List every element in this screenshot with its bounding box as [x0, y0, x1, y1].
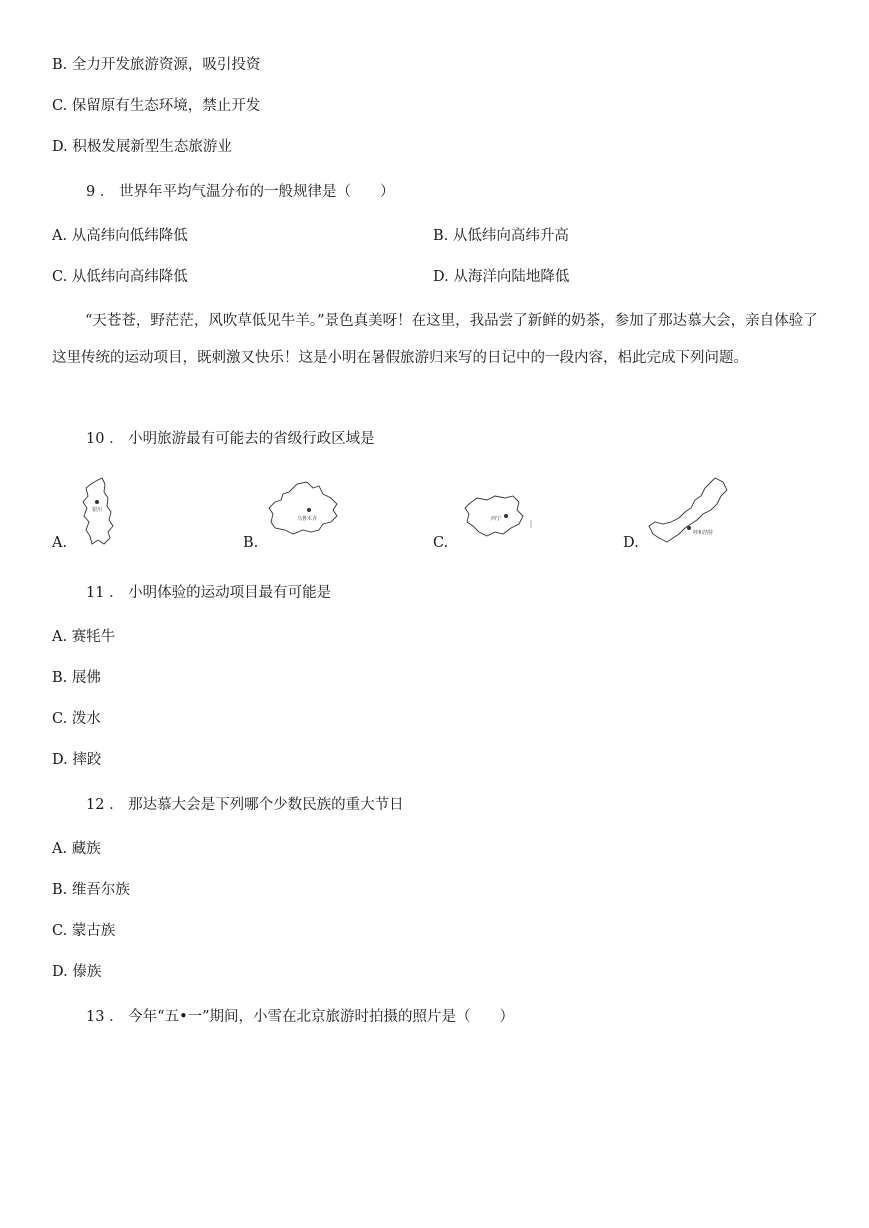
- map-city-label: 呼和浩特: [693, 530, 714, 536]
- question-text: 今年“五•一”期间，小雪在北京旅游时拍摄的照片是（ ）: [128, 1009, 515, 1025]
- option-text: 积极发展新型生态旅游业: [72, 139, 232, 155]
- option-letter: B.: [52, 882, 68, 898]
- option-text: 从低纬向高纬升高: [452, 228, 569, 244]
- option-text: 赛牦牛: [71, 629, 116, 645]
- option-letter: A.: [52, 841, 68, 857]
- option-letter: D.: [52, 964, 68, 980]
- option-letter: A.: [52, 228, 68, 244]
- q10-option-a[interactable]: [52, 476, 172, 556]
- question-number-dot: ．: [109, 1009, 124, 1025]
- q11-option-a[interactable]: [52, 627, 115, 647]
- map-city-label: 西宁: [491, 516, 502, 522]
- option-text: 从低纬向高纬降低: [71, 269, 188, 285]
- question-number-dot: ．: [99, 184, 115, 200]
- question-number-dot: ．: [109, 585, 124, 601]
- q8-option-c[interactable]: [52, 96, 260, 116]
- question-number-dot: ．: [109, 431, 124, 447]
- q11-stem: [86, 583, 331, 603]
- ningxia-map-icon: [78, 476, 118, 548]
- option-letter: D.: [52, 752, 68, 768]
- option-letter: C.: [52, 98, 68, 114]
- inner-mongolia-map-icon: [645, 476, 745, 548]
- q10-option-c[interactable]: [433, 490, 553, 560]
- option-text: 泼水: [71, 711, 101, 727]
- option-letter: B.: [52, 670, 68, 686]
- q12-option-a[interactable]: [52, 839, 101, 859]
- option-letter: A.: [52, 535, 68, 551]
- q10-option-d[interactable]: [623, 476, 753, 556]
- option-text: 展佛: [71, 670, 101, 686]
- option-letter: B.: [52, 57, 68, 73]
- option-letter: A.: [52, 629, 68, 645]
- question-number: 12: [86, 797, 105, 813]
- question-number-dot: ．: [109, 797, 124, 813]
- option-text: 傣族: [72, 964, 102, 980]
- question-text: 小明体验的运动项目最有可能是: [128, 585, 332, 601]
- q9-option-d[interactable]: [433, 267, 569, 287]
- question-text: 小明旅游最有可能去的省级行政区域是: [128, 431, 375, 447]
- q10-option-b[interactable]: [243, 478, 363, 558]
- option-letter: C.: [52, 923, 68, 939]
- question-text: 世界年平均气温分布的一般规律是（ ）: [118, 184, 395, 200]
- question-number: 11: [86, 585, 105, 601]
- option-text: 摔跤: [72, 752, 102, 768]
- option-text: 蒙古族: [71, 923, 116, 939]
- option-letter: C.: [52, 711, 68, 727]
- q12-stem: [86, 795, 404, 815]
- option-text: 从高纬向低纬降低: [71, 228, 188, 244]
- reading-passage: “天苍苍，野茫茫，风吹草低见牛羊。”景色真美呀！在这里，我品尝了新鲜的奶茶，参加了那达慕大会，亲自体验了这里传统的运动项目，既刺激又快乐！这是小明在暑假旅游归来写的日记中的一段内容，梠此完成下列问题。: [52, 313, 818, 366]
- q9-option-a[interactable]: [52, 226, 188, 246]
- q9-option-c[interactable]: [52, 267, 188, 287]
- q11-option-d[interactable]: [52, 750, 101, 770]
- q13-stem: [86, 1007, 514, 1027]
- q9-option-b[interactable]: [433, 226, 569, 246]
- q11-option-c[interactable]: [52, 709, 101, 729]
- option-letter: C.: [433, 535, 449, 551]
- q9-stem: [86, 182, 394, 202]
- option-text: 保留原有生态环境，禁止开发: [71, 98, 261, 114]
- map-city-label: 乌鲁木齐: [297, 516, 318, 522]
- option-letter: B.: [433, 228, 449, 244]
- option-letter: D.: [433, 269, 449, 285]
- q12-option-b[interactable]: [52, 880, 130, 900]
- q12-option-d[interactable]: [52, 962, 101, 982]
- q12-option-c[interactable]: [52, 921, 115, 941]
- option-text: 维吾尔族: [71, 882, 130, 898]
- q8-option-d[interactable]: [52, 137, 232, 157]
- option-letter: B.: [243, 535, 259, 551]
- option-text: 全力开发旅游资源，吸引投资: [71, 57, 261, 73]
- option-letter: D.: [623, 535, 639, 551]
- question-number: 9: [86, 184, 96, 200]
- map-city-label: 银川: [92, 507, 103, 513]
- question-number: 10: [86, 431, 105, 447]
- qinghai-map-icon: [461, 490, 537, 540]
- option-text: 从海洋向陆地降低: [453, 269, 570, 285]
- option-letter: C.: [52, 269, 68, 285]
- question-text: 那达慕大会是下列哪个少数民族的重大节日: [128, 797, 404, 813]
- question-number: 13: [86, 1009, 105, 1025]
- option-letter: D.: [52, 139, 68, 155]
- q8-option-b[interactable]: [52, 55, 260, 75]
- q10-stem: [86, 429, 375, 449]
- xinjiang-map-icon: [267, 478, 343, 542]
- option-text: 藏族: [71, 841, 101, 857]
- q11-option-b[interactable]: [52, 668, 101, 688]
